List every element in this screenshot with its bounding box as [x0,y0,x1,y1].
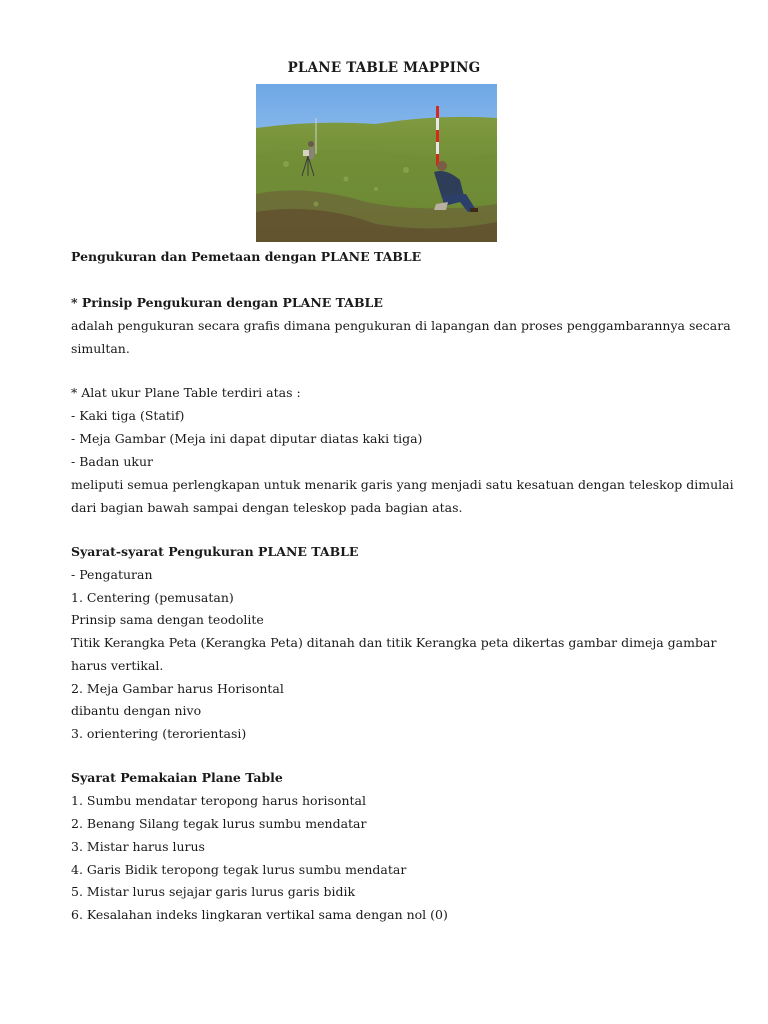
syarat-pengukuran-line: 2. Meja Gambar harus Horisontal [71,681,284,696]
syarat-pengukuran-line: dibantu dengan nivo [71,703,202,718]
syarat-pengukuran-line: Prinsip sama dengan teodolite [71,612,264,627]
alat-desc-line: dari bagian bawah sampai dengan teleskop pada bagian atas. [71,500,463,515]
syarat-pemakaian-item: 1. Sumbu mendatar teropong harus horisontal [71,793,366,808]
alat-desc-line: meliputi semua perlengkapan untuk menarik garis yang menjadi satu kesatuan dengan teleskop dimulai [71,477,734,492]
syarat-pemakaian-heading: Syarat Pemakaian Plane Table [71,770,283,785]
syarat-pemakaian-item: 2. Benang Silang tegak lurus sumbu mendatar [71,816,367,831]
page-title: PLANE TABLE MAPPING [287,60,481,76]
syarat-pengukuran-line: harus vertikal. [71,658,164,673]
prinsip-heading: * Prinsip Pengukuran dengan PLANE TABLE [71,295,383,310]
prinsip-text-line: simultan. [71,341,130,356]
main-heading: Pengukuran dan Pemetaan dengan PLANE TABLE [71,249,422,264]
syarat-pengukuran-heading: Syarat-syarat Pengukuran PLANE TABLE [71,544,359,559]
syarat-pemakaian-item: 4. Garis Bidik teropong tegak lurus sumbu mendatar [71,862,407,877]
syarat-pengukuran-line: Titik Kerangka Peta (Kerangka Peta) ditanah dan titik Kerangka peta dikertas gambar dimeja gambar [71,635,717,650]
syarat-pemakaian-item: 3. Mistar harus lurus [71,839,205,854]
syarat-pengukuran-line: 1. Centering (pemusatan) [71,590,234,605]
syarat-pemakaian-item: 5. Mistar lurus sejajar garis lurus garis bidik [71,884,356,899]
alat-heading: * Alat ukur Plane Table terdiri atas : [71,385,301,400]
syarat-pengukuran-line: - Pengaturan [71,567,153,582]
field-survey-photo [256,84,497,242]
alat-item: - Badan ukur [71,454,153,469]
prinsip-text-line: adalah pengukuran secara grafis dimana pengukuran di lapangan dan proses penggambarannya secara [71,318,731,333]
alat-item: - Meja Gambar (Meja ini dapat diputar diatas kaki tiga) [71,431,423,446]
syarat-pemakaian-item: 6. Kesalahan indeks lingkaran vertikal sama dengan nol (0) [71,907,448,922]
alat-item: - Kaki tiga (Statif) [71,408,185,423]
syarat-pengukuran-line: 3. orientering (terorientasi) [71,726,247,741]
